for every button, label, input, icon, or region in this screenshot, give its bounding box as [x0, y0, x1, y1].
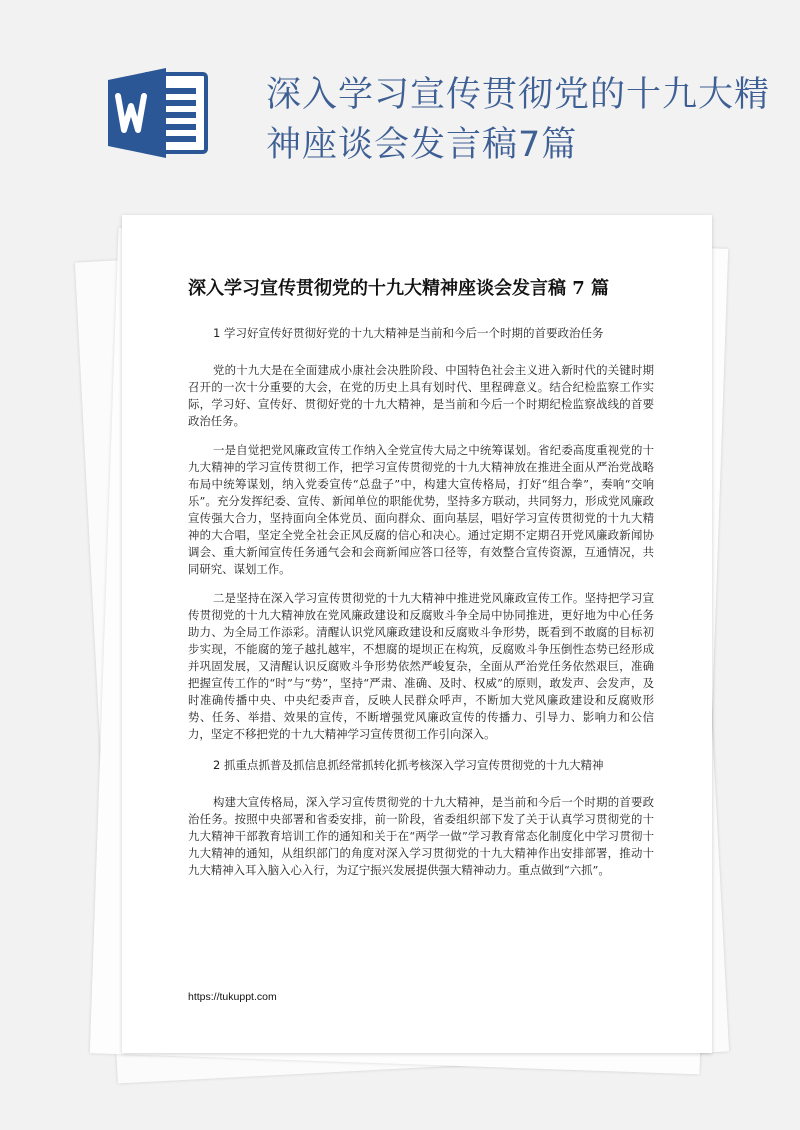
paragraph: 构建大宣传格局，深入学习宣传贯彻党的十九大精神，是当前和今后一个时期的首要政治任务。按照中央部署和省委安排，前一阶段，省委组织部下发了关于认真学习贯彻党的十九大精神干部教育培训工作的通知和关于在“两学一做”学习教育常态化制度化中学习贯彻十九大精神的通知，从组织部门的角度对深入学习贯彻党的十九大精神作出安排部署，推动十九大精神入耳入脑入心入行，为辽宁振兴发展提供强大精神动力。重点做到“六抓”。	[188, 795, 654, 877]
banner-title: 深入学习宣传贯彻党的十九大精神座谈会发言稿7篇	[266, 75, 771, 165]
document-title: 深入学习宣传贯彻党的十九大精神座谈会发言稿 7 篇	[188, 278, 610, 299]
document-page	[122, 215, 712, 1053]
document-content	[188, 275, 654, 891]
footer-url[interactable]: https://tukuppt.com	[188, 991, 277, 1003]
section-heading: 2 抓重点抓普及抓信息抓经常抓转化抓考核深入学习宣传贯彻党的十九大精神	[213, 758, 604, 772]
word-document-icon	[108, 68, 212, 158]
paragraph: 党的十九大是在全面建成小康社会决胜阶段、中国特色社会主义进入新时代的关键时期召开的一次十分重要的大会，在党的历史上具有划时代、里程碑意义。结合纪检监察工作实际，学习好、宣传好、贯彻好党的十九大精神，是当前和今后一个时期纪检监察战线的首要政治任务。	[188, 363, 654, 428]
paragraph: 一是自觉把党风廉政宣传工作纳入全党宣传大局之中统筹谋划。省纪委高度重视党的十九大精神的学习宣传贯彻工作，把学习宣传贯彻党的十九大精神放在推进全面从严治党战略布局中统筹谋划，纳入党委宣传“总盘子”中，构建大宣传格局，打好“组合拳”，奏响“交响乐”。充分发挥纪委、宣传、新闻单位的职能优势，坚持多方联动，共同努力，形成党风廉政宣传强大合力，坚持面向全体党员、面向群众、面向基层，唱好学习宣传贯彻党的十九大精神的大合唱，坚定全党全社会正风反腐的信心和决心。通过定期不定期召开党风廉政新闻协调会、重大新闻宣传任务通气会和会商新闻应答口径等，有效整合宣传资源，互通情况，共同研究、谋划工作。	[188, 443, 654, 576]
section-heading: 1 学习好宣传好贯彻好党的十九大精神是当前和今后一个时期的首要政治任务	[213, 326, 604, 340]
paragraph: 二是坚持在深入学习宣传贯彻党的十九大精神中推进党风廉政宣传工作。坚持把学习宣传贯彻党的十九大精神放在党风廉政建设和反腐败斗争全局中协同推进，更好地为中心任务助力、为全局工作添彩。清醒认识党风廉政建设和反腐败斗争形势，既看到不敢腐的目标初步实现，不能腐的笼子越扎越牢，不想腐的堤坝正在构筑，反腐败斗争压倒性态势已经形成并巩固发展，又清醒认识反腐败斗争形势依然严峻复杂，全面从严治党任务依然艰巨，准确把握宣传工作的“时”与“势”，坚持“严肃、准确、及时、权威”的原则，敢发声、会发声，及时准确传播中央、中央纪委声音，反映人民群众呼声，不断加大党风廉政建设和反腐败形势、任务、举措、效果的宣传，不断增强党风廉政宣传的传播力、引导力、影响力和公信力，坚定不移把党的十九大精神学习宣传贯彻工作引向深入。	[188, 591, 654, 741]
header-banner	[0, 0, 800, 200]
